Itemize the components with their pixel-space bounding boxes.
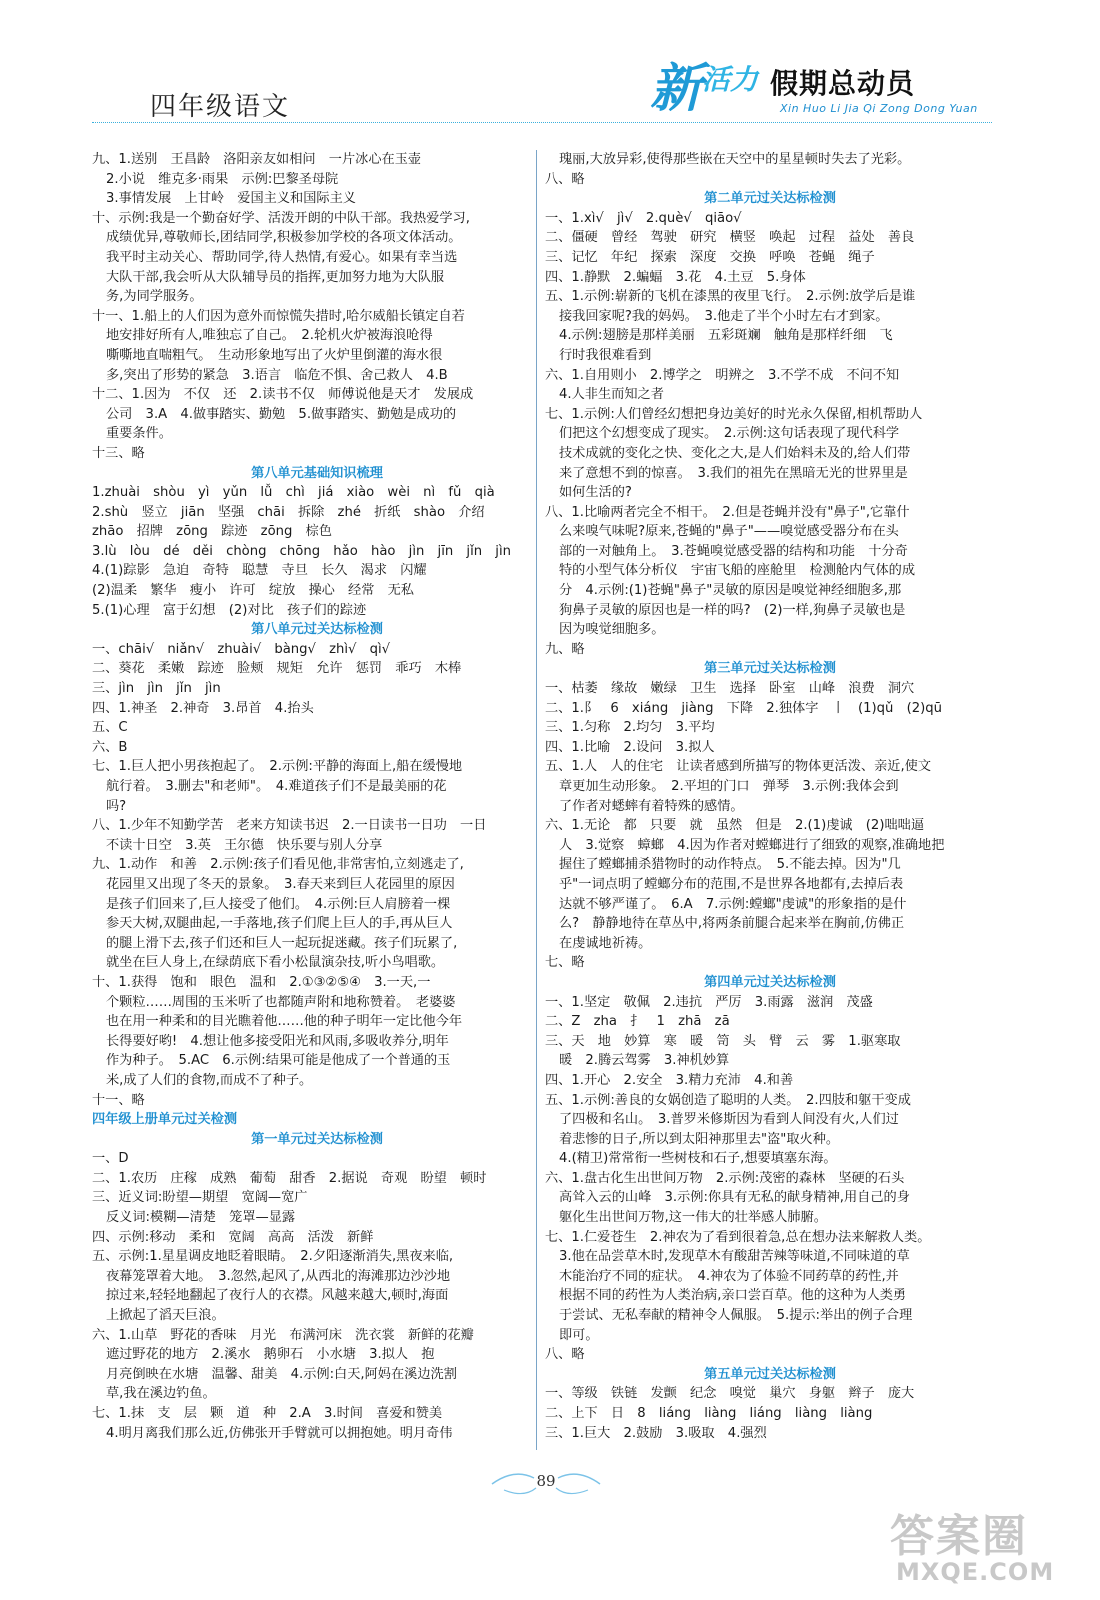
answer-line: 4.明月离我们那么近,仿佛张开手臂就可以拥抱她。明月奇伟	[106, 1425, 453, 1441]
answer-line: 了作者对蟋蟀有着特殊的感情。	[559, 798, 744, 814]
answer-line: 躯化生出世间万物,这一伟大的壮举感人肺腑。	[559, 1210, 827, 1226]
answer-line: 长得要好哟! 4.想让他多接受阳光和风雨,多吸收养分,明年	[106, 1033, 449, 1049]
answer-line: 参天大树,双腿曲起,一手落地,孩子们爬上巨人的手,再从巨人	[106, 916, 453, 932]
answer-line: 不读十日空 3.英 王尔德 快乐要与别人分享	[106, 837, 383, 853]
answer-line: 嘶嘶地直喘粗气。 生动形象地写出了火炉里倒灌的海水很	[106, 347, 443, 363]
answer-line: 十一、略	[92, 1092, 145, 1108]
answer-line: 八、略	[545, 1347, 585, 1363]
answer-line: 夜幕笼罩着大地。 3.忽然,起风了,从西北的海滩那边沙沙地	[106, 1268, 451, 1284]
answer-line: 4.(精卫)常常衔一些树枝和石子,想要填塞东海。	[559, 1151, 837, 1167]
answer-line: 三、记忆 年纪 探索 深度 交换 呼唤 苍蝇 绳子	[545, 249, 875, 265]
answer-line: 是孩子们回来了,巨人接受了他们。 4.示例:巨人肩膀着一棵	[106, 896, 451, 912]
answer-line: 个颗粒……周围的玉米听了也都随声附和地称赞着。 老婆婆	[106, 994, 456, 1010]
answer-line: 大队干部,我会听从大队辅导员的指挥,更加努力地为大队服	[106, 269, 445, 285]
answer-line: 暖 2.腾云驾雾 3.神机妙算	[559, 1053, 730, 1069]
answer-line: 就坐在巨人身上,在绿荫底下看小松鼠演杂技,听小鸟唱歌。	[106, 955, 445, 971]
answer-line: 上掀起了滔天巨浪。	[106, 1308, 225, 1324]
answer-line: 行时我很难看到	[559, 347, 652, 363]
answer-line: 七、1.仁爱苍生 2.神农为了看到很着急,总在想办法来解救人类。	[545, 1229, 931, 1245]
answer-line: 2.shù 竖立 jiān 坚强 chāi 拆除 zhé 折纸 shào 介绍	[92, 504, 485, 520]
left-answer-column	[92, 150, 542, 1443]
answer-line: 五、1.示例:善良的女娲创造了聪明的人类。 2.四肢和躯干变成	[545, 1092, 911, 1108]
answer-line: 1.zhuài shòu yì yǔn lǚ chì jiá xiào wèi nì fǔ qià	[92, 485, 495, 501]
watermark	[890, 1500, 1080, 1590]
answer-line: 十二、1.因为 不仅 还 2.读书不仅 师傅说他是天才 发展成	[92, 387, 474, 403]
answer-line: 六、1.自用则小 2.博学之 明辨之 3.不学不成 不问不知	[545, 367, 900, 383]
answer-line: 一、枯萎 缘故 嫩绿 卫生 选择 卧室 山峰 浪费 洞穴	[545, 681, 915, 697]
answer-line: 十、示例:我是一个勤奋好学、活泼开朗的中队干部。我热爱学习,	[92, 210, 470, 226]
answer-line: 公司 3.A 4.做事踏实、勤勉 5.做事踏实、勤勉是成功的	[106, 406, 457, 422]
answer-line: 即可。	[559, 1327, 599, 1343]
answer-line: 四、1.静默 2.蝙蝠 3.花 4.土豆 5.身体	[545, 269, 806, 285]
section-heading: 第五单元过关达标检测	[704, 1366, 836, 1382]
column-divider	[536, 150, 537, 1450]
answer-line: 二、上下 日 8 liáng liàng liáng liàng liàng	[545, 1406, 873, 1421]
answer-line: 达就不够严谨了。 6.A 7.示例:螳螂"虔诚"的形象指的是什	[559, 896, 907, 912]
answer-line: 章更加生动形象。 2.平坦的门口 弹琴 3.示例:我体会到	[559, 779, 899, 794]
answer-line: 们把这个幻想变成了现实。 2.示例:这句话表现了现代科学	[559, 426, 900, 442]
section-heading: 第三单元过关达标检测	[704, 661, 836, 677]
answer-line: 十三、略	[92, 445, 145, 461]
answer-line: 3.lù lòu dé děi chòng chōng hǎo hào jìn jīn jǐn jìn	[92, 543, 511, 559]
answer-line: 技术成就的变化之快、变化之大,是人们始料未及的,给人们带	[559, 445, 911, 461]
answer-line: 米,成了人们的食物,而成不了种子。	[106, 1072, 313, 1088]
answer-line: 么? 静静地待在草丛中,将两条前腿合起来举在胸前,仿佛正	[559, 916, 905, 932]
section-heading: 第一单元过关达标检测	[251, 1131, 383, 1147]
answer-line: 如何生活的?	[559, 485, 632, 501]
answer-line: 4.人非生而知之者	[559, 387, 664, 403]
answer-line: 九、略	[545, 641, 585, 657]
answer-line: 三、天 地 妙算 寒 暖 笥 头 臂 云 雾 1.驱寒取	[545, 1033, 901, 1049]
section-heading: 第四单元过关达标检测	[704, 974, 836, 990]
answer-line: 反义词:模糊—清楚 笼罩—显露	[106, 1210, 296, 1226]
answer-line: 航行着。 3.删去"和老师"。 4.难道孩子们不是最美丽的花	[106, 779, 447, 794]
answer-line: 3.事情发展 上甘岭 爱国主义和国际主义	[106, 191, 356, 207]
answer-line: 三、1.匀称 2.均匀 3.平均	[545, 720, 715, 736]
answer-line: 掠过来,轻轻地翻起了夜行人的衣襟。风越来越大,顿时,海面	[106, 1288, 449, 1304]
answer-line: 人 3.觉察 蟑螂 4.因为作者对螳螂进行了细致的观察,准确地把	[559, 837, 945, 853]
answer-line: 十一、1.船上的人们因为意外而惊慌失措时,哈尔威船长镇定自若	[92, 308, 465, 324]
answer-line: 一、1.坚定 敬佩 2.违抗 严厉 3.雨露 滋润 茂盛	[545, 994, 873, 1010]
answer-line: 九、1.送别 王昌龄 洛阳亲友如相问 一片冰心在玉壶	[92, 152, 422, 167]
answer-line: 三、近义词:盼望—期望 宽阔—宽广	[92, 1190, 308, 1206]
answer-line: 二、僵硬 曾经 驾驶 研究 横竖 唤起 过程 益处 善良	[545, 230, 915, 246]
section-heading: 第八单元过关达标检测	[251, 622, 383, 638]
answer-line: 三、1.巨大 2.鼓励 3.吸取 4.强烈	[545, 1425, 767, 1441]
section-heading: 第二单元过关达标检测	[704, 191, 836, 207]
right-answer-column	[545, 150, 995, 1443]
answer-line: 八、略	[545, 171, 585, 187]
answer-line: 木能治疗不同的症状。 4.神农为了体验不同药草的药性,并	[559, 1268, 899, 1284]
answer-line: 3.他在品尝草木时,发现草木有酸甜苦辣等味道,不同味道的草	[559, 1249, 910, 1265]
answer-line: 五、示例:1.星星调皮地眨着眼睛。 2.夕阳逐渐消失,黑夜来临,	[92, 1249, 454, 1265]
answer-line: 在虔诚地祈祷。	[559, 935, 652, 951]
answer-line: 五、1.示例:崭新的飞机在漆黑的夜里飞行。 2.示例:放学后是谁	[545, 289, 916, 305]
answer-line: 一、1.xì√ jì√ 2.què√ qiāo√	[545, 210, 742, 226]
answer-line: 4.示例:翅膀是那样美丽 五彩斑斓 触角是那样纤细 飞	[559, 328, 893, 344]
answer-line: 七、1.抹 支 层 颗 道 种 2.A 3.时间 喜爱和赞美	[92, 1406, 443, 1421]
answer-line: 四、1.神圣 2.神奇 3.昂首 4.抬头	[92, 700, 314, 716]
answer-line: 重要条件。	[106, 426, 172, 442]
answer-line: 二、葵花 柔嫩 踪迹 脸颊 规矩 允许 惩罚 乖巧 木棒	[92, 661, 462, 677]
answer-line: 四、1.开心 2.安全 3.精力充沛 4.和善	[545, 1072, 794, 1088]
answer-line: 六、1.无论 都 只要 就 虽然 但是 2.(1)虔诚 (2)咄咄逼	[545, 818, 925, 834]
answer-line: 特的小型气体分析仪 宇宙飞船的座舱里 检测舱内气体的成	[559, 563, 916, 579]
answer-line: 分 4.示例:(1)苍蝇"鼻子"灵敏的原因是嗅觉神经细胞多,那	[559, 583, 902, 599]
answer-line: 来了意想不到的惊喜。 3.我们的祖先在黑暗无光的世界里是	[559, 465, 908, 481]
answer-line: 七、1.示例:人们曾经幻想把身边美好的时光永久保留,相机帮助人	[545, 406, 923, 422]
answer-line: 因为嗅觉细胞多。	[559, 622, 665, 638]
page-footer	[0, 1460, 1100, 1600]
answer-line: 五、1.人 人的住宅 让读者感到所描写的物体更活泼、亲近,使文	[545, 759, 932, 775]
answer-line: 多,突出了形势的紧急 3.语言 临危不惧、舍己救人 4.B	[106, 367, 448, 383]
answer-line: 六、B	[92, 739, 128, 755]
page-number: 89	[536, 1472, 556, 1490]
watermark-text: 答案圈	[890, 1511, 1028, 1562]
answer-line: 么来嗅气味呢?原来,苍蝇的"鼻子"——嗅觉感受器分布在头	[559, 524, 899, 540]
answer-line: 六、1.山草 野花的香味 月光 布满河床 洗衣裳 新鲜的花瓣	[92, 1327, 474, 1343]
brand-new: 新	[650, 58, 703, 119]
answer-line: 月亮倒映在水塘 温馨、甜美 4.示例:白天,阿妈在溪边洗割	[106, 1366, 457, 1382]
brand-huoli: 活力	[702, 63, 759, 96]
watermark-url: MXQE.COM	[896, 1558, 1055, 1586]
answer-line: 二、1.阝 6 xiáng jiàng 下降 2.独体字 丨 (1)qǔ (2)qū	[545, 700, 942, 716]
answer-line: 二、1.农历 庄稼 成熟 葡萄 甜香 2.据说 奇观 盼望 顿时	[92, 1170, 487, 1186]
answer-line: 遮过野花的地方 2.溪水 鹅卵石 小水塘 3.拟人 抱	[106, 1347, 435, 1363]
answer-line: 一、chāi√ niǎn√ zhuài√ bàng√ zhì√ qì√	[92, 641, 391, 657]
brand-title: 假期总动员	[770, 67, 916, 100]
answer-line: 4.(1)踪影 急迫 奇特 聪慧 寺旦 长久 渴求 闪耀	[92, 563, 427, 579]
answer-line: 草,我在溪边钓鱼。	[106, 1386, 216, 1402]
subject-title: 四年级语文	[150, 92, 291, 122]
answer-line: 务,为同学服务。	[106, 289, 203, 305]
answer-line: 八、1.比喻两者完全不相干。 2.但是苍蝇并没有"鼻子",它靠什	[545, 504, 910, 520]
answer-line: 2.小说 维克多·雨果 示例:巴黎圣母院	[106, 171, 339, 187]
answer-line: 三、jìn jìn jǐn jìn	[92, 681, 221, 697]
answer-line: 八、1.少年不知勤学苦 老来方知读书迟 2.一日读书一日功 一日	[92, 818, 487, 834]
brand-pinyin: Xin Huo Li Jia Qi Zong Dong Yuan	[780, 102, 978, 115]
answer-line: 地安排好所有人,唯独忘了自己。 2.轮机火炉被海浪呛得	[106, 328, 433, 344]
answer-line: 接我回家呢?我的妈妈。 3.他走了半个小时左右才到家。	[559, 308, 889, 324]
answer-line: 着悲惨的日子,所以到太阳神那里去"盗"取火种。	[559, 1131, 840, 1147]
answer-line: 部的一对触角上。 3.苍蝇嗅觉感受器的结构和功能 十分奇	[559, 543, 908, 559]
answer-line: 的腿上滑下去,孩子们还和巨人一起玩捉迷藏。孩子们玩累了,	[106, 935, 458, 951]
answer-line: (2)温柔 繁华 瘦小 许可 绽放 操心 经常 无私	[92, 583, 414, 599]
answer-line: 四、1.比喻 2.设问 3.拟人	[545, 739, 715, 755]
answer-line: 六、1.盘古化生出世间万物 2.示例:茂密的森林 坚硬的石头	[545, 1170, 905, 1186]
answer-line: 5.(1)心理 富于幻想 (2)对比 孩子们的踪迹	[92, 602, 367, 618]
answer-line: 握住了螳螂捕杀猎物时的动作特点。 5.不能去掉。因为"几	[559, 857, 901, 873]
answer-line: 高耸入云的山峰 3.示例:你具有无私的献身精神,用自己的身	[559, 1190, 910, 1206]
answer-line: 一、等级 铁链 发颤 纪念 嗅觉 巢穴 身躯 辫子 庞大	[545, 1386, 915, 1402]
header-divider	[92, 122, 992, 123]
answer-line: 七、略	[545, 955, 585, 971]
page-header	[0, 0, 1100, 128]
answer-line: zhāo 招牌 zōng 踪迹 zōng 棕色	[92, 524, 332, 540]
answer-line: 作为种子。 5.AC 6.示例:结果可能是他成了一个普通的玉	[106, 1053, 451, 1069]
answer-line: 九、1.动作 和善 2.示例:孩子们看见他,非常害怕,立刻逃走了,	[92, 857, 464, 873]
answer-line: 花园里又出现了冬天的景象。 3.春天来到巨人花园里的原因	[106, 876, 455, 892]
answer-line: 二、Z zha 扌 1 zhā zā	[545, 1014, 730, 1030]
section-heading: 第八单元基础知识梳理	[251, 465, 383, 481]
answer-line: 十、1.获得 饱和 眼色 温和 2.①③②⑤④ 3.一天,一	[92, 974, 431, 990]
answer-line: 七、1.巨人把小男孩抱起了。 2.示例:平静的海面上,船在缓慢地	[92, 759, 463, 775]
section-heading: 四年级上册单元过关检测	[92, 1112, 238, 1128]
answer-line: 瑰丽,大放异彩,使得那些嵌在天空中的星星顿时失去了光彩。	[559, 152, 911, 167]
brand-logo	[650, 52, 990, 122]
answer-line: 根据不同的药性为人类治病,亲口尝百草。他的这种为人类勇	[559, 1288, 907, 1304]
answer-line: 四、示例:移动 柔和 宽阔 高高 活泼 新鲜	[92, 1229, 374, 1245]
answer-line: 我平时主动关心、帮助同学,待人热情,有爱心。如果有幸当选	[106, 249, 458, 265]
answer-line: 狗鼻子灵敏的原因也是一样的吗? (2)一样,狗鼻子灵敏也是	[559, 602, 906, 618]
answer-line: 乎"一词点明了螳螂分布的范围,不是世界各地都有,去掉后表	[559, 876, 904, 892]
answer-line: 了四极和名山。 3.普罗米修斯因为看到人间没有火,人们过	[559, 1112, 899, 1128]
answer-line: 也在用一种柔和的目光瞧着他……他的种子明年一定比他今年	[106, 1014, 463, 1030]
answer-line: 吗?	[106, 798, 127, 814]
answer-line: 于尝试、无私奉献的精神令人佩服。 5.提示:举出的例子合理	[559, 1308, 913, 1324]
answer-line: 一、D	[92, 1151, 129, 1167]
answer-line: 五、C	[92, 720, 128, 736]
answer-line: 成绩优异,尊敬师长,团结同学,积极参加学校的各项文体活动。	[106, 230, 462, 246]
